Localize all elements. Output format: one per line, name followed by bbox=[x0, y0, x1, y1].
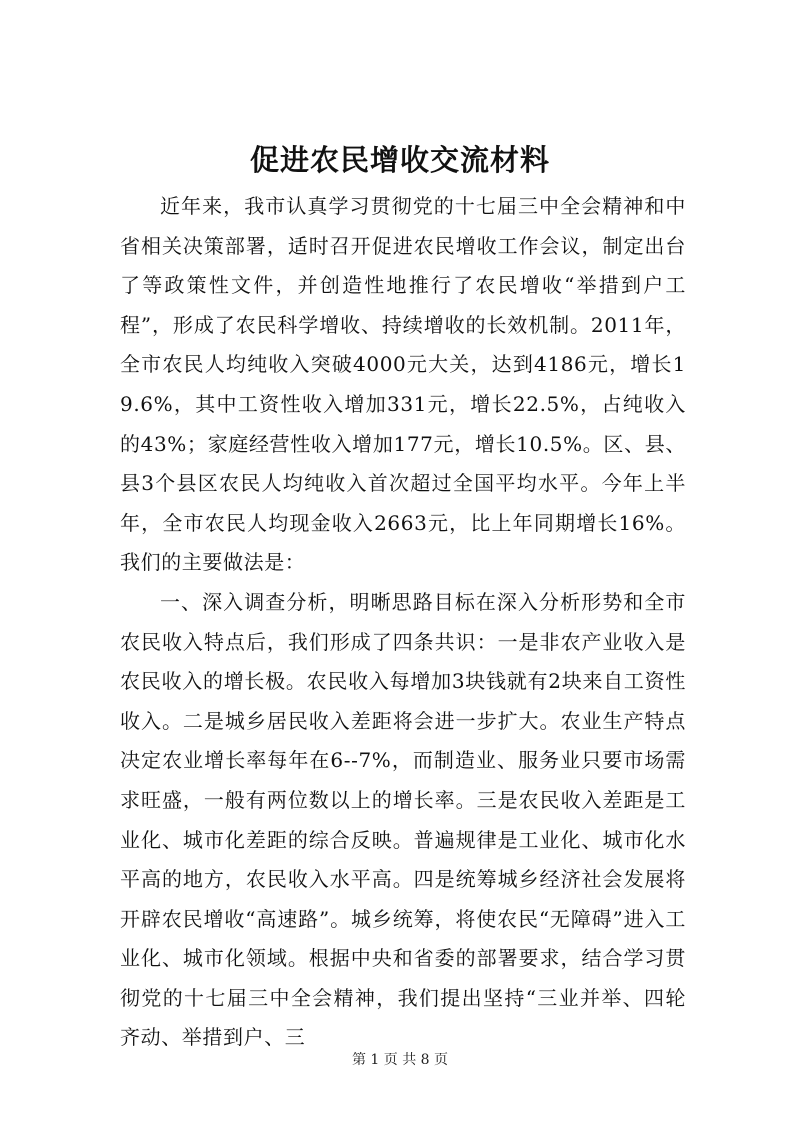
page-number-footer: 第 1 页 共 8 页 bbox=[351, 1052, 449, 1068]
paragraph-section-one: 一、深入调查分析，明晰思路目标在深入分析形势和全市农民收入特点后，我们形成了四条共识：一是非农产业收入是农民收入的增长极。农民收入每增加3块钱就有2块来自工资性收入。二是城乡居民收入差距将会进一步扩大。农业生产特点决定农业增长率每年在6--7%，而制造业、服务业只要市场需求旺盛，一般有两位数以上的增长率。三是农民收入差距是工业化、城市化差距的综合反映。普遍规律是工业化、城市化水平高的地方，农民收入水平高。四是统筹城乡经济社会发展将开辟农民增收“高速路”。城乡统筹，将使农民“无障碍”进入工业化、城市化领域。根据中央和省委的部署要求，结合学习贯彻党的十七届三中全会精神，我们提出坚持“三业并举、四轮齐动、举措到户、三 bbox=[120, 589, 686, 1050]
document-body bbox=[120, 187, 686, 1058]
page-title: 促进农民增收交流材料 bbox=[249, 143, 550, 177]
paragraph-intro: 近年来，我市认真学习贯彻党的十七届三中全会精神和中省相关决策部署，适时召开促进农民增收工作会议，制定出台了等政策性文件，并创造性地推行了农民增收“举措到户工程”，形成了农民科学增收、持续增收的长效机制。2011年，全市农民人均纯收入突破4000元大关，达到4186元，增长19.6%，其中工资性收入增加331元，增长22.5%，占纯收入的43%；家庭经营性收入增加177元，增长10.5%。区、县、县3个县区农民人均纯收入首次超过全国平均水平。今年上半年，全市农民人均现金收入2663元，比上年同期增长16%。我们的主要做法是： bbox=[120, 194, 686, 575]
